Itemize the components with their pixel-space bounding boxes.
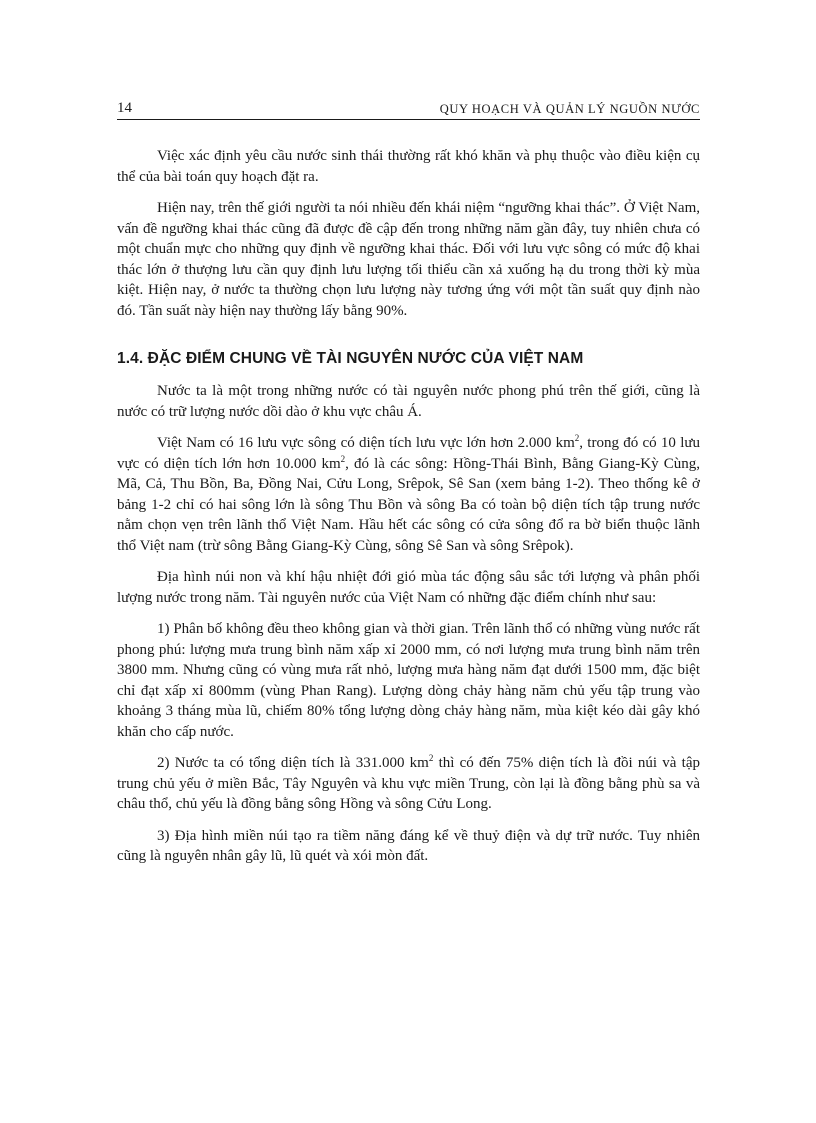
paragraph-point-1: 1) Phân bố không đều theo không gian và thời gian. Trên lãnh thổ có những vùng nước rất phong phú: lượng mưa trung bình năm xấp xỉ 2000 mm, có nơi lượng mưa trung bình năm trên 3800 mm. Nhưng cũng có vùng mưa rất nhỏ, lượng mưa hàng năm đạt dưới 1500 mm, đặc biệt chỉ đạt xấp xỉ 800mm (vùng Phan Rang). Lượng dòng chảy hàng năm chủ yếu tập trung vào khoảng 3 tháng mùa lũ, chiếm 80% tổng lượng dòng chảy hàng năm, mùa kiệt kéo dài gây khó khăn cho cấp nước. bbox=[117, 621, 700, 740]
text-run: , trong đó có 10 lưu vực có diện tích lớn hơn 10.000 km bbox=[117, 435, 700, 472]
section-heading: 1.4. ĐẶC ĐIỂM CHUNG VỀ TÀI NGUYÊN NƯỚC CỦA VIỆT NAM bbox=[117, 350, 584, 367]
text-run: 2) Nước ta có tổng diện tích là 331.000 km bbox=[157, 755, 429, 771]
paragraph-river-basins bbox=[117, 433, 700, 556]
paragraph-point-3: 3) Địa hình miền núi tạo ra tiềm năng đáng kể về thuỷ điện và dự trữ nước. Tuy nhiên cũng là nguyên nhân gây lũ, lũ quét và xói mòn đất. bbox=[117, 827, 700, 864]
superscript: 2 bbox=[574, 433, 580, 443]
superscript: 2 bbox=[340, 453, 346, 464]
page-header bbox=[117, 97, 700, 120]
paragraph-exploitation-threshold: Hiện nay, trên thế giới người ta nói nhiều đến khái niệm “ngưỡng khai thác”. Ở Việt Nam, vấn đề ngưỡng khai thác cũng đã được đề cập đến trong những năm gần đây, tuy nhiên chưa có một chuẩn mực cho những quy định về ngưỡng khai thác. Đối với lưu vực sông có mức độ khai thác lớn ở thượng lưu cần quy định lưu lượng tối thiểu cần xả xuống hạ du trong thời kỳ mùa kiệt. Hiện nay, ở nước ta thường chọn lưu lượng này tương ứng với một tần suất quy định nào đó. Tần suất này hiện nay thường lấy bằng 90%. bbox=[117, 200, 700, 319]
page-body bbox=[117, 146, 700, 877]
text-run: , đó là các sông: Hồng-Thái Bình, Bằng Giang-Kỳ Cùng, Mã, Cả, Thu Bồn, Ba, Đồng Nai, Cửu Long, Srêpok, Sê San (xem bảng 1-2). Theo thống kê ở bảng 1-2 chỉ có hai sông lớn là sông Thu Bồn và sông Ba có toàn bộ diện tích tập trung nước nằm chọn vẹn trên lãnh thổ Việt Nam. Hầu hết các sông có cửa sông đổ ra bờ biển thuộc lãnh thổ Việt nam (trừ sông Bằng Giang-Kỳ Cùng, sông Sê San và sông Srêpok). bbox=[117, 455, 700, 554]
superscript: 2 bbox=[428, 753, 434, 763]
text-run: thì có đến 75% diện tích là đồi núi và tập trung chủ yếu ở miền Bắc, Tây Nguyên và khu vực miền Trung, còn lại là đồng bằng phù sa và châu thổ, chủ yếu là đồng bằng sông Hồng và sông Cửu Long. bbox=[117, 755, 700, 812]
paragraph-ecological-water: Việc xác định yêu cầu nước sinh thái thường rất khó khăn và phụ thuộc vào điều kiện cụ thể của bài toán quy hoạch đặt ra. bbox=[117, 148, 700, 185]
paragraph-terrain-climate: Địa hình núi non và khí hậu nhiệt đới gió mùa tác động sâu sắc tới lượng và phân phối lượng nước trong năm. Tài nguyên nước của Việt Nam có những đặc điểm chính như sau: bbox=[117, 569, 700, 606]
page-number: 14 bbox=[117, 100, 132, 116]
running-title: QUY HOẠCH VÀ QUẢN LÝ NGUỒN NƯỚC bbox=[439, 102, 700, 116]
text-run: Việt Nam có 16 lưu vực sông có diện tích lưu vực lớn hơn 2.000 km bbox=[157, 435, 575, 451]
paragraph-point-2 bbox=[117, 753, 700, 815]
paragraph-water-resources-overview: Nước ta là một trong những nước có tài nguyên nước phong phú trên thế giới, cũng là nước có trữ lượng nước dồi dào ở khu vực châu Á. bbox=[117, 383, 700, 420]
